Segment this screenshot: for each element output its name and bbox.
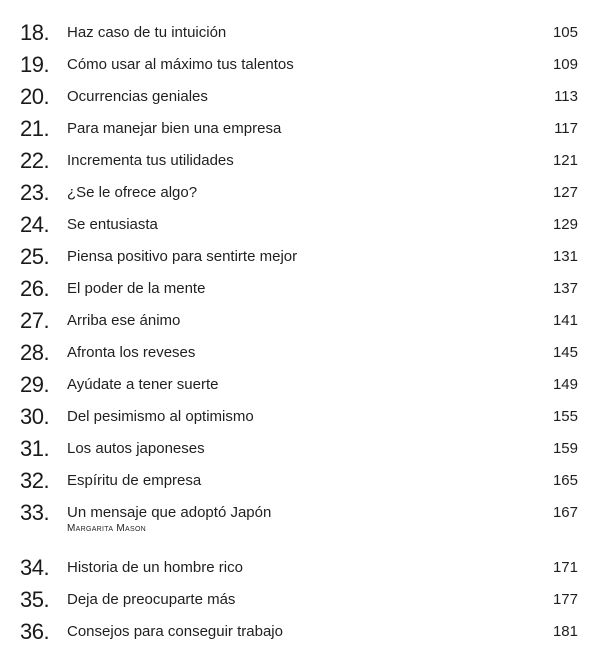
toc-entry: [0, 401, 600, 433]
chapter-number: 32.: [20, 468, 50, 493]
page-number: 131: [552, 248, 578, 265]
toc-entry: [0, 113, 600, 145]
toc-entry: [0, 584, 600, 616]
page-number: 109: [552, 56, 578, 73]
chapter-title: Consejos para conseguir trabajo: [67, 623, 283, 640]
chapter-number: 27.: [20, 308, 50, 333]
page-number: 167: [552, 504, 578, 521]
chapter-number: 34.: [20, 555, 50, 580]
chapter-number: 19.: [20, 52, 50, 77]
page-number: 127: [552, 184, 578, 201]
page-number: 129: [552, 216, 578, 233]
toc-entry: [0, 433, 600, 465]
toc-entry: [0, 369, 600, 401]
chapter-title: Cómo usar al máximo tus talentos: [67, 56, 294, 73]
toc-entry: [0, 209, 600, 241]
page-number: 177: [552, 591, 578, 608]
chapter-title: Arriba ese ánimo: [67, 312, 181, 329]
toc-entry: [0, 552, 600, 584]
chapter-title: Espíritu de empresa: [67, 472, 202, 489]
chapter-title: ¿Se le ofrece algo?: [67, 184, 198, 201]
toc-entry: [0, 49, 600, 81]
page-number: 117: [554, 120, 578, 137]
toc-entry: [0, 465, 600, 497]
chapter-number: 35.: [20, 587, 50, 612]
page-number: 145: [552, 344, 578, 361]
chapter-number: 31.: [20, 436, 50, 461]
page-number: 181: [552, 623, 578, 640]
chapter-title: Piensa positivo para sentirte mejor: [67, 248, 298, 265]
chapter-number: 33.: [20, 500, 50, 525]
toc-entry: [0, 497, 600, 547]
chapter-number: 28.: [20, 340, 50, 365]
chapter-title: Historia de un hombre rico: [67, 559, 243, 576]
chapter-title: Haz caso de tu intuición: [67, 24, 227, 41]
chapter-title: Afronta los reveses: [67, 344, 196, 361]
page-number: 159: [552, 440, 578, 457]
chapter-title: Del pesimismo al optimismo: [67, 408, 254, 425]
chapter-number: 25.: [20, 244, 50, 269]
toc-entry: [0, 273, 600, 305]
chapter-number: 20.: [20, 84, 50, 109]
page-number: 105: [552, 24, 578, 41]
toc-entry: [0, 81, 600, 113]
toc-entry: [0, 337, 600, 369]
chapter-title: Ayúdate a tener suerte: [67, 376, 219, 393]
chapter-title: El poder de la mente: [67, 280, 206, 297]
chapter-number: 22.: [20, 148, 50, 173]
chapter-number: 30.: [20, 404, 50, 429]
chapter-number: 18.: [20, 20, 50, 45]
chapter-number: 23.: [20, 180, 50, 205]
toc-entry: [0, 241, 600, 273]
chapter-number: 36.: [20, 619, 50, 644]
page-number: 165: [552, 472, 578, 489]
page-number: 155: [552, 408, 578, 425]
chapter-number: 21.: [20, 116, 50, 141]
toc-entry: [0, 145, 600, 177]
chapter-title: Los autos japoneses: [67, 440, 205, 457]
chapter-title: Un mensaje que adoptó Japón: [67, 504, 272, 521]
page-number: 149: [552, 376, 578, 393]
chapter-title: Deja de preocuparte más: [67, 591, 236, 608]
chapter-number: 26.: [20, 276, 50, 301]
chapter-title: Incrementa tus utilidades: [67, 152, 234, 169]
toc-entry: [0, 177, 600, 209]
page-number: 113: [554, 88, 578, 105]
chapter-title: Ocurrencias geniales: [67, 88, 208, 105]
chapter-title: Para manejar bien una empresa: [67, 120, 282, 137]
page-number: 121: [552, 152, 578, 169]
page-number: 137: [552, 280, 578, 297]
toc-entry: [0, 17, 600, 49]
toc-entry: [0, 305, 600, 337]
toc-entry: [0, 616, 600, 648]
chapter-number: 29.: [20, 372, 50, 397]
chapter-author: Margarita Mason: [67, 523, 147, 534]
chapter-title: Se entusiasta: [67, 216, 158, 233]
chapter-number: 24.: [20, 212, 50, 237]
page-number: 141: [552, 312, 578, 329]
page-number: 171: [552, 559, 578, 576]
